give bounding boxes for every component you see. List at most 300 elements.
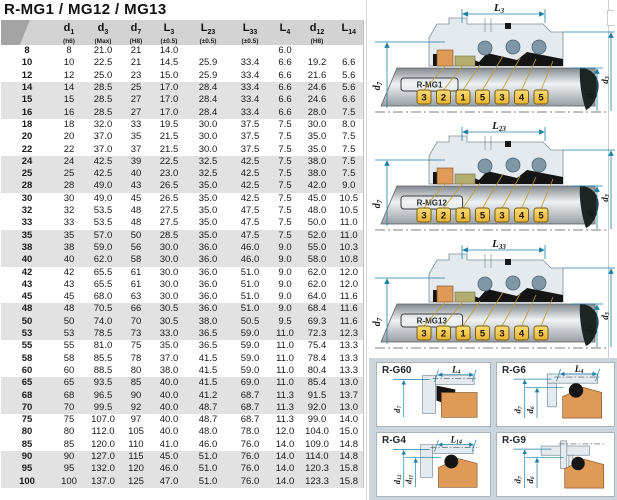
table-cell: 24 [53,156,85,168]
table-cell: 28.5 [85,107,121,119]
table-cell: 39 [121,156,151,168]
table-cell: 35 [53,230,85,242]
table-cell: 81.0 [93,340,113,352]
right-dim2-label: d3 [600,194,612,202]
part-number-tag [417,326,431,340]
part-number-tag [476,90,490,104]
part-number-tag [534,90,548,104]
table-cell: 14.0 [275,438,295,450]
right-dim1-label: d1 [585,326,597,334]
svg-text:4: 4 [518,328,525,340]
table-cell: 90 [53,451,85,463]
table-cell: 10.8 [335,254,363,266]
table-cell: 120.3 [299,463,335,475]
table-cell: 92.0 [299,402,335,414]
table-cell: 47.5 [229,230,271,242]
table-cell: 37.5 [240,118,260,130]
seat [437,286,453,302]
table-cell: 78 [130,352,142,364]
row-label: 28 [1,180,53,192]
table-cell: 69.3 [299,316,335,328]
table-cell: 30.0 [159,266,179,278]
table-row [1,377,363,389]
table-cell: 70.5 [85,303,121,315]
table-cell: 15.8 [335,476,363,488]
table-cell: 7.5 [278,143,292,155]
table-cell: 35.0 [198,192,218,204]
table-cell [229,45,271,57]
table-cell: 14.5 [159,57,179,69]
table-cell: 47.0 [151,476,187,488]
table-cell: 76.0 [229,451,271,463]
table-cell: 8.0 [342,118,356,130]
part-number-tag [456,326,470,340]
table-cell: 14.0 [271,451,299,463]
row-label: 65 [1,377,53,389]
row-label: 25 [1,168,53,180]
table-cell: 6.6 [342,57,356,69]
table-cell: 38.0 [299,168,335,180]
table-cell: 25.9 [198,57,218,69]
left-dim-label: d11 [403,474,415,485]
column-tolerance: (H8) [129,38,143,46]
table-cell: 33 [130,118,142,130]
svg-text:5: 5 [538,328,544,340]
table-cell: 41.5 [198,364,218,376]
seat [437,168,453,184]
table-cell: 30.0 [151,254,187,266]
table-cell: 42 [63,266,75,278]
part-number-tag [515,90,529,104]
table-row [1,156,363,168]
table-cell: 6.6 [271,107,299,119]
length-dim-label: L3 [493,2,505,15]
row-label: 33 [21,217,33,229]
table-cell: 14.0 [339,414,358,426]
set-screw [505,23,511,29]
table-cell: 16 [53,107,85,119]
table-cell: 32.5 [187,156,229,168]
svg-text:1: 1 [460,210,466,222]
seal-body [429,136,563,184]
seal-body [429,254,563,302]
table-cell: 11.3 [271,402,299,414]
table-cell: 36.0 [187,254,229,266]
table-cell: 41.5 [187,377,229,389]
table-cell: 53.5 [93,217,113,229]
table-cell: 6.6 [278,69,292,81]
table-cell: 9.0 [278,291,292,303]
table-cell: 78.5 [85,328,121,340]
table-cell: 14.8 [335,451,363,463]
table-cell: 17.0 [151,82,187,94]
table-cell: 37 [130,143,142,155]
svg-text:5: 5 [538,92,544,104]
left-dim-label: d7 [372,317,384,327]
table-cell: 27.5 [159,217,179,229]
left-dim-label: d7 [512,406,524,414]
table-cell: 25.0 [93,69,113,81]
table-cell: 45.0 [151,451,187,463]
table-row [1,70,363,82]
row-label: 8 [24,45,30,57]
row-label: 58 [21,352,33,364]
table-row [1,45,363,57]
table-cell: 85 [63,438,75,450]
table-cell: 123.3 [299,476,335,488]
row-label: 45 [21,291,33,303]
table-cell: 40.0 [151,402,187,414]
table-row [1,402,363,414]
set-screw [505,259,511,265]
right-dim1-label: d1 [585,208,597,216]
table-row [1,217,363,229]
table-cell: 40 [121,168,151,180]
table-cell: 36.0 [198,291,218,303]
table-cell: 45.0 [307,192,327,204]
table-cell: 25 [121,82,151,94]
table-row [1,180,363,192]
part-number-tag [515,208,529,222]
table-cell: 80.4 [307,364,327,376]
spec-table [1,20,364,488]
table-cell: 85.4 [299,377,335,389]
table-cell: 28.5 [85,82,121,94]
table-cell: 91.5 [299,390,335,402]
table-cell: 37.0 [93,143,113,155]
table-cell: 46.0 [151,463,187,475]
part-number-tag [495,208,509,222]
detail-card-r-g6 [496,362,615,427]
table-cell: 78.0 [240,426,260,438]
row-label: 38 [1,242,53,254]
table-row [1,439,363,451]
table-cell [187,45,229,57]
table-cell: 51.0 [187,476,229,488]
table-cell: 61 [130,266,142,278]
table-cell: 35.0 [307,131,327,143]
column-header [85,20,121,45]
table-cell: 51.0 [187,463,229,475]
table-cell: 120.0 [91,438,115,450]
table-cell: 9.0 [271,303,299,315]
svg-text:3: 3 [499,92,505,104]
table-cell: 60 [63,364,75,376]
table-cell: 33.4 [229,82,271,94]
row-label: 50 [1,316,53,328]
table-cell: 17.0 [151,107,187,119]
table-cell: 40.0 [151,377,187,389]
part-number-tag [534,326,548,340]
table-cell: 47.5 [240,217,260,229]
table-row [1,168,363,180]
table-row [1,291,363,303]
table-cell: 99.0 [307,414,327,426]
svg-text:5: 5 [479,210,486,222]
column-header [299,20,335,45]
table-cell: 70 [53,402,85,414]
table-cell: 30.0 [198,143,218,155]
table-cell: 12.0 [339,278,358,290]
table-cell: 51.0 [240,278,260,290]
table-cell: 96.5 [85,390,121,402]
length-dim-label: L33 [492,238,506,251]
row-label: 16 [1,107,53,119]
top-dim-label: L4 [574,363,584,376]
table-cell: 35.0 [198,217,218,229]
table-cell: 21.5 [159,143,179,155]
column-tolerance: (Max) [94,38,112,46]
table-cell: 11.0 [335,230,363,242]
table-cell: 14 [53,82,85,94]
table-cell: 14.0 [159,45,179,57]
table-cell: 11.6 [335,316,363,328]
table-cell: 109.0 [305,438,329,450]
table-row [1,476,363,488]
table-cell: 15.0 [339,426,358,438]
svg-text:3: 3 [421,92,427,104]
table-cell: 19.5 [159,118,179,130]
table-cell: 21 [130,45,142,57]
table-cell: 22.5 [93,57,113,69]
table-cell: 47.5 [240,205,260,217]
table-cell: 32 [63,205,75,217]
table-cell: 42.5 [85,156,121,168]
row-label: 18 [21,118,33,130]
table-cell: 42.0 [299,180,335,192]
svg-text:R-MG13: R-MG13 [416,316,447,326]
table-cell: 32.0 [93,118,113,130]
table-cell: 35.0 [159,340,179,352]
row-label: 68 [1,390,53,402]
table-cell: 56 [121,242,151,254]
table-cell: 30 [63,192,75,204]
table-cell: 13.0 [335,377,363,389]
table-row [1,131,363,143]
table-cell: 57.0 [85,230,121,242]
row-label: 80 [21,426,33,438]
table-row [1,57,363,69]
table-cell: 137.0 [85,476,121,488]
table-cell: 42.5 [229,180,271,192]
table-cell: 65.5 [93,266,113,278]
row-label: 14 [1,82,53,94]
table-cell: 11.0 [276,364,294,376]
column-header [53,20,85,45]
table-cell: 35.0 [307,143,327,155]
table-cell: 37.0 [93,131,113,143]
row-label: 95 [1,463,53,475]
table-cell: 32.5 [187,168,229,180]
table-cell: 72.3 [299,328,335,340]
table-cell: 13.7 [335,390,363,402]
table-cell: 62.0 [307,278,327,290]
seal-ring [455,174,475,184]
table-cell: 12.0 [275,426,295,438]
table-cell: 14.0 [271,463,299,475]
column-label: $L_3$ [163,22,175,37]
table-cell: 64.0 [307,291,327,303]
table-cell: 53.5 [93,205,113,217]
svg-text:3: 3 [421,210,427,222]
table-cell: 92 [121,402,151,414]
table-cell: 36.0 [198,278,218,290]
table-cell: 36.5 [198,340,218,352]
column-label: $L_{23}$ [200,22,216,37]
table-cell: 114.0 [299,451,335,463]
seat [437,50,453,66]
top-dim-label: L14 [450,434,462,447]
table-cell: 7.5 [278,205,292,217]
table-cell: 68.4 [299,303,335,315]
spring [478,159,492,173]
table-cell: 75.4 [307,340,327,352]
detail-card-r-g4 [376,432,491,497]
table-cell: 7.5 [271,230,299,242]
table-cell: 58 [121,254,151,266]
table-row [1,426,363,438]
table-cell: 104.0 [305,426,329,438]
table-cell: 7.5 [335,168,363,180]
table-cell: 18 [63,118,75,130]
table-cell: 65.5 [93,278,113,290]
table-row [1,205,363,217]
table-cell: 62.0 [307,266,327,278]
table-cell: 30.5 [151,303,187,315]
table-cell: 70 [121,316,151,328]
table-cell: 30.0 [198,131,218,143]
table-cell: 48 [130,217,142,229]
table-cell: 27.5 [159,205,179,217]
column-label: $L_4$ [279,22,291,37]
table-cell: 51.0 [240,291,260,303]
model-label [401,78,458,91]
top-dim-label: L4 [452,364,461,377]
table-cell: 66 [121,303,151,315]
table-cell: 11.0 [276,352,294,364]
table-cell: 6.6 [278,57,292,69]
table-cell: 127.0 [85,451,121,463]
column-header [187,20,229,45]
table-cell: 11.6 [335,303,363,315]
page-title: R-MG1 / MG12 / MG13 [4,1,167,18]
table-cell: 75 [130,340,142,352]
table-cell [335,45,363,57]
table-cell: 20 [63,131,75,143]
table-cell: 7.5 [271,168,299,180]
table-cell: 68.0 [93,291,113,303]
table-cell: 21.6 [307,69,327,81]
row-label: 43 [21,278,33,290]
table-cell: 7.5 [342,143,356,155]
table-row [1,254,363,266]
card-label: R-G60 [382,365,412,376]
table-cell: 95 [53,463,85,475]
column-label: $d_{12}$ [309,22,325,37]
column-tolerance [1,34,53,41]
table-cell: 48.0 [307,205,327,217]
table-cell: 115 [121,451,151,463]
column-tolerance: (h6) [63,38,75,46]
part-number-tag [437,90,451,104]
table-cell: 68.7 [229,390,271,402]
table-cell: 37.5 [240,143,260,155]
table-cell: 30.0 [307,118,327,130]
column-label: $d_7$ [130,22,142,37]
table-cell: 51.0 [229,303,271,315]
left-dim-label: d12 [391,474,403,485]
table-cell: 8 [66,45,72,57]
svg-text:2: 2 [440,92,447,104]
table-cell: 14.8 [339,438,358,450]
row-label: 100 [1,476,53,488]
table-cell: 12.0 [339,266,358,278]
row-label: 30 [21,192,33,204]
table-cell: 73 [121,328,151,340]
table-cell: 10.5 [339,192,358,204]
table-cell: 30.0 [159,291,179,303]
column-tolerance: (±0.5) [160,38,178,46]
part-number-tag [456,208,470,222]
table-cell: 48.7 [198,414,218,426]
table-cell: 7.5 [342,131,356,143]
table-cell: 33 [63,217,75,229]
table-row [1,365,363,377]
right-dim1-label: d1 [585,90,597,98]
table-cell: 7.5 [271,180,299,192]
length-dim-label: L23 [492,120,506,133]
right-dim2-label: d3 [600,76,612,84]
table-cell: 41.2 [187,390,229,402]
column-tolerance: (±0.5) [241,38,259,46]
table-cell: 36.5 [187,328,229,340]
svg-text:2: 2 [440,210,447,222]
row-label: 10 [21,57,33,69]
svg-text:1: 1 [460,328,466,340]
table-cell: 13.3 [339,352,358,364]
table-cell: 6.0 [278,45,292,57]
row-label: 90 [1,451,53,463]
table-cell: 11.0 [276,340,294,352]
table-cell: 33.4 [229,107,271,119]
column-label: $d_3$ [97,22,109,37]
row-label: 48 [1,303,53,315]
svg-text:3: 3 [421,328,427,340]
part-number-tag [534,208,548,222]
column-label: $L_{14}$ [341,22,357,37]
table-cell: 38.0 [187,316,229,328]
table-cell: 68 [53,390,85,402]
set-screw [505,141,511,147]
left-dim-label: d7 [391,405,403,413]
table-cell: 35.0 [187,230,229,242]
table-cell: 63 [130,291,142,303]
part-number-tag [495,90,509,104]
column-header [271,20,299,45]
table-cell: 100 [53,476,85,488]
column-tolerance [335,38,363,45]
table-cell: 49.0 [93,192,113,204]
left-dim-label: d6 [524,406,537,414]
table-cell: 15.8 [335,463,363,475]
table-cell: 76.0 [240,438,260,450]
part-number-tag [417,208,431,222]
table-cell: 68.7 [229,402,271,414]
table-row [1,316,363,328]
table-cell: 27 [121,94,151,106]
detail-card-r-g9 [496,432,615,497]
table-cell: 53 [53,328,85,340]
